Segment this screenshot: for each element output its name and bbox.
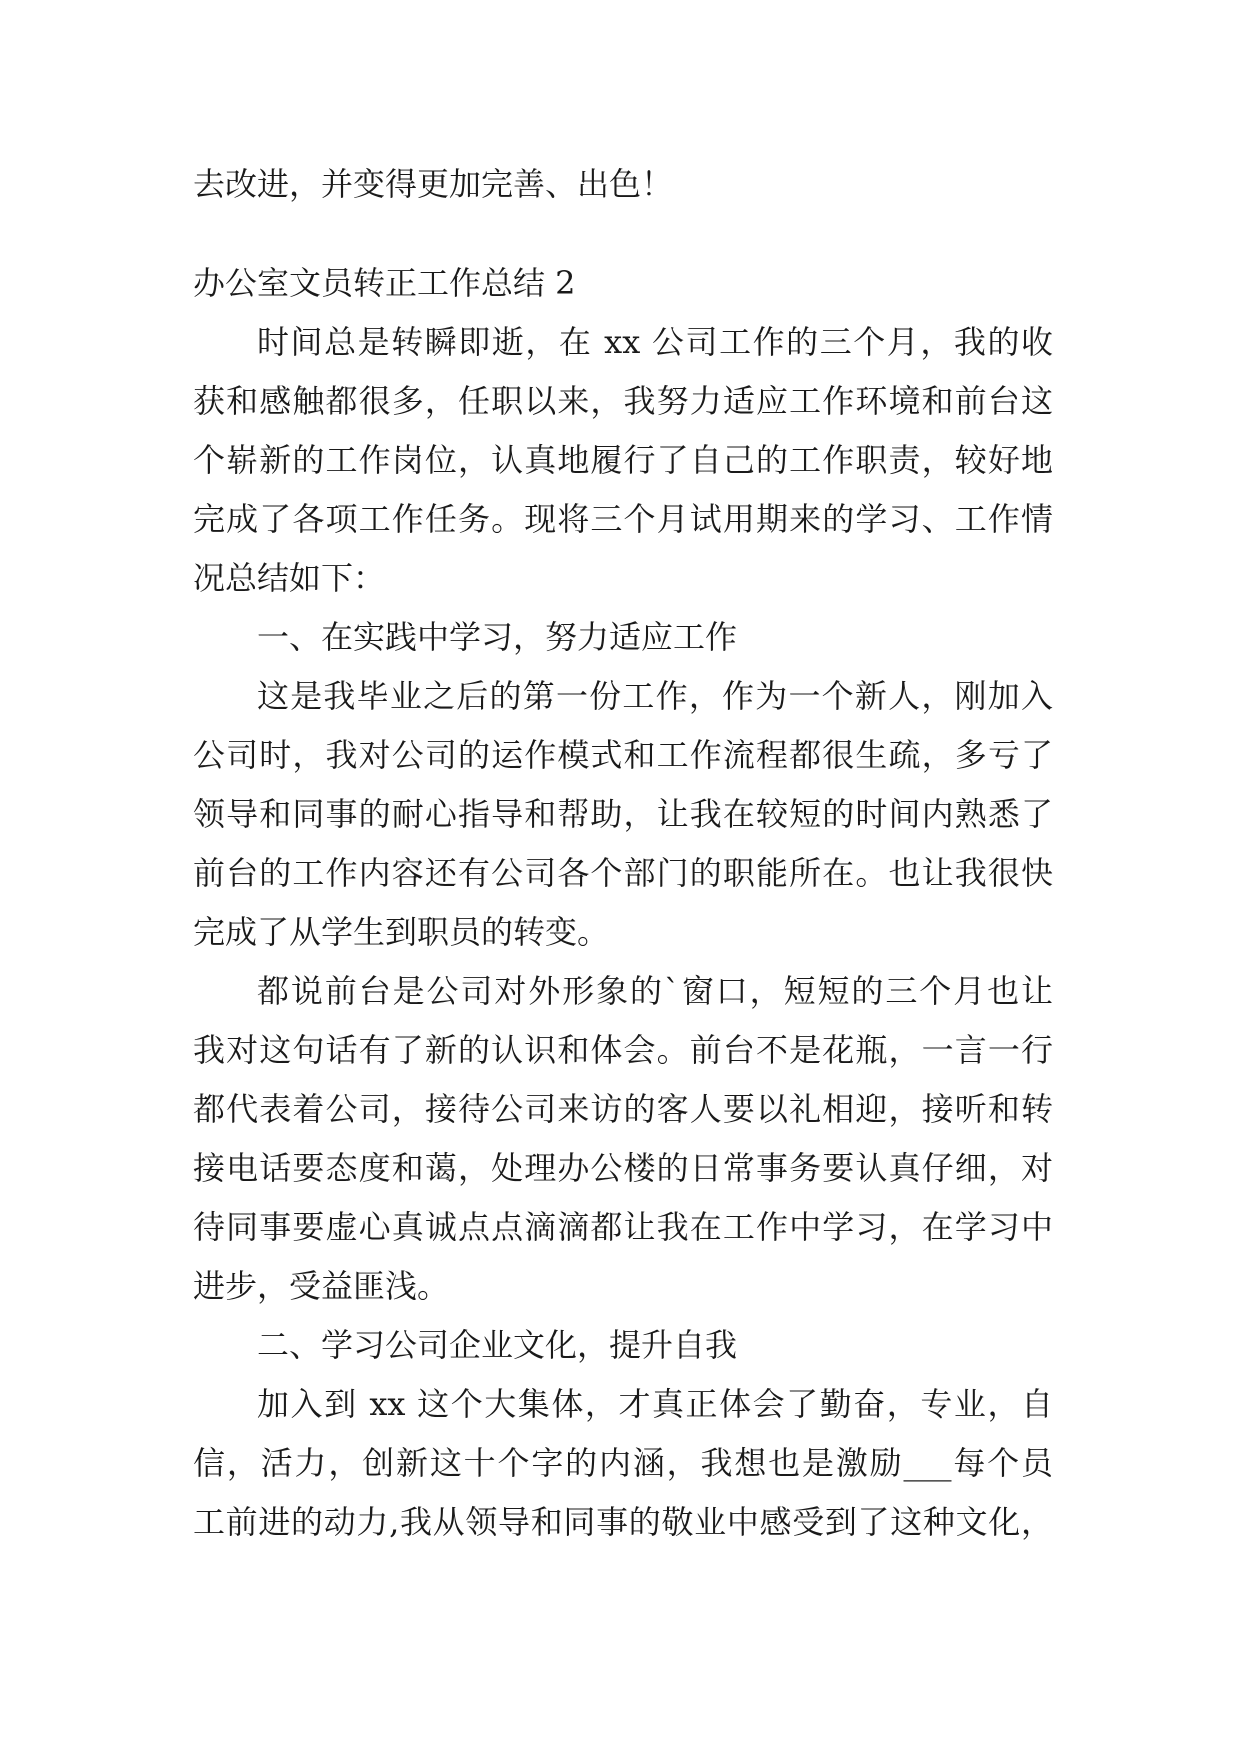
carryover-line: 去改进，并变得更加完善、出色！ <box>193 165 674 203</box>
paragraph-line: 进步，受益匪浅。 <box>193 1267 450 1305</box>
paragraph-line: 信，活力，创新这十个字的内涵，我想也是激励___每个员 <box>193 1444 1053 1482</box>
paragraph-line: 时间总是转瞬即逝，在 xx 公司工作的三个月，我的收 <box>257 323 1053 361</box>
paragraph-4 <box>193 1375 1053 1552</box>
paragraph-line: 我对这句话有了新的认识和体会。前台不是花瓶，一言一行 <box>193 1031 1053 1069</box>
paragraph-line: 加入到 xx 这个大集体，才真正体会了勤奋，专业，自 <box>257 1385 1053 1423</box>
paragraph-line: 获和感触都很多，任职以来，我努力适应工作环境和前台这 <box>193 382 1053 420</box>
paragraph-1 <box>193 313 1053 608</box>
paragraph-line: 况总结如下： <box>193 559 386 597</box>
paragraph-line: 前台的工作内容还有公司各个部门的职能所在。也让我很快 <box>193 854 1053 892</box>
paragraph-3 <box>193 962 1053 1316</box>
paragraph-line: 个崭新的工作岗位，认真地履行了自己的工作职责，较好地 <box>193 441 1053 479</box>
paragraph-line: 待同事要虚心真诚点点滴滴都让我在工作中学习，在学习中 <box>193 1208 1053 1246</box>
paragraph-line: 都代表着公司，接待公司来访的客人要以礼相迎，接听和转 <box>193 1090 1053 1128</box>
paragraph-line: 都说前台是公司对外形象的`窗口，短短的三个月也让 <box>257 972 1053 1010</box>
section-title: 办公室文员转正工作总结 2 <box>193 264 576 302</box>
paragraph-line: 这是我毕业之后的第一份工作，作为一个新人，刚加入 <box>257 677 1053 715</box>
paragraph-line: 完成了各项工作任务。现将三个月试用期来的学习、工作情 <box>193 500 1053 538</box>
paragraph-line: 接电话要态度和蔼，处理办公楼的日常事务要认真仔细，对 <box>193 1149 1053 1187</box>
paragraph-line: 公司时，我对公司的运作模式和工作流程都很生疏，多亏了 <box>193 736 1053 774</box>
paragraph-line: 完成了从学生到职员的转变。 <box>193 913 610 951</box>
paragraph-2 <box>193 667 1053 962</box>
paragraph-line: 领导和同事的耐心指导和帮助，让我在较短的时间内熟悉了 <box>193 795 1053 833</box>
document-body <box>193 155 1053 1552</box>
paragraph-line: 工前进的动力,我从领导和同事的敬业中感受到了这种文化， <box>193 1503 1053 1541</box>
heading-1: 一、在实践中学习，努力适应工作 <box>257 618 738 656</box>
heading-2: 二、学习公司企业文化，提升自我 <box>257 1326 738 1364</box>
